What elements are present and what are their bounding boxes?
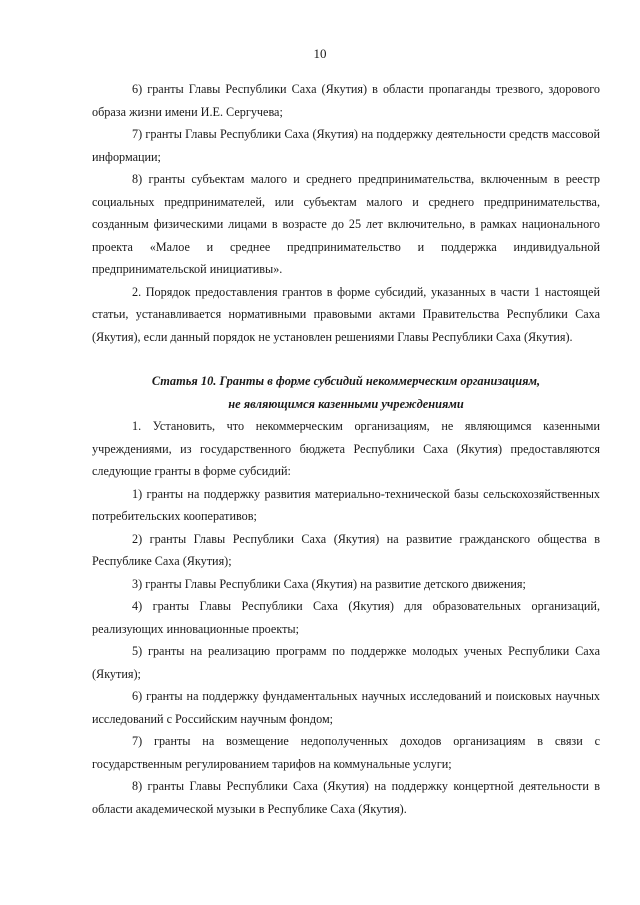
article-heading-line-2: не являющимся казенными учреждениями xyxy=(228,396,464,411)
list-item-8: 8) гранты Главы Республики Саха (Якутия) на поддержку концертной деятельности в области академической музыки в Республике Саха (Якутия). xyxy=(92,779,600,816)
list-item-2: 2) гранты Главы Республики Саха (Якутия) на развитие гражданского общества в Республике Саха (Якутия); xyxy=(92,531,600,568)
list-item-3: 3) гранты Главы Республики Саха (Якутия) на развитие детского движения; xyxy=(132,576,526,591)
list-item-4: 4) гранты Главы Республики Саха (Якутия) для образовательных организаций, реализующих инновационные проекты; xyxy=(92,599,600,636)
paragraph-part-2: 2. Порядок предоставления грантов в форме субсидий, указанных в части 1 настоящей статьи, устанавливается нормативными правовыми актами Правительства Республики Саха (Якутия), если данный порядок не установлен решениями Главы Республики Саха (Якутия). xyxy=(92,284,600,344)
list-item-1: 1) гранты на поддержку развития материально-технической базы сельскохозяйственных потребительских кооперативов; xyxy=(92,486,600,523)
document-body xyxy=(92,78,600,820)
page-number: 10 xyxy=(313,46,327,61)
paragraph-part-1: 1. Установить, что некоммерческим организациям, не являющимся казенными учреждениями, из государственного бюджета Республики Саха (Якутия) предоставляются следующие гранты в форме субсидий: xyxy=(92,419,600,478)
section-spacer xyxy=(92,348,600,370)
paragraph-item-8: 8) гранты субъектам малого и среднего предпринимательства, включенным в реестр социальных предпринимателей, или субъектам малого и среднего предпринимательства, созданным физическими лицами в возрасте до 25 лет включительно, в рамках национального проекта «Малое и среднее предпринимательство и поддержка индивидуальной предпринимательской инициативы». xyxy=(92,172,600,276)
article-heading-line-1: Статья 10. Гранты в форме субсидий некоммерческим организациям, xyxy=(151,374,541,388)
paragraph-item-6: 6) гранты Главы Республики Саха (Якутия) в области пропаганды трезвого, здорового образа жизни имени И.Е. Сергучева; xyxy=(92,82,600,119)
paragraph-item-7: 7) гранты Главы Республики Саха (Якутия) на поддержку деятельности средств массовой информации; xyxy=(92,127,600,164)
list-item-5: 5) гранты на реализацию программ по поддержке молодых ученых Республики Саха (Якутия); xyxy=(92,644,600,681)
list-item-7: 7) гранты на возмещение недополученных доходов организациям в связи с государственным регулированием тарифов на коммунальные услуги; xyxy=(92,734,600,771)
list-item-6: 6) гранты на поддержку фундаментальных научных исследований и поисковых научных исследований с Российским научным фондом; xyxy=(92,689,600,726)
